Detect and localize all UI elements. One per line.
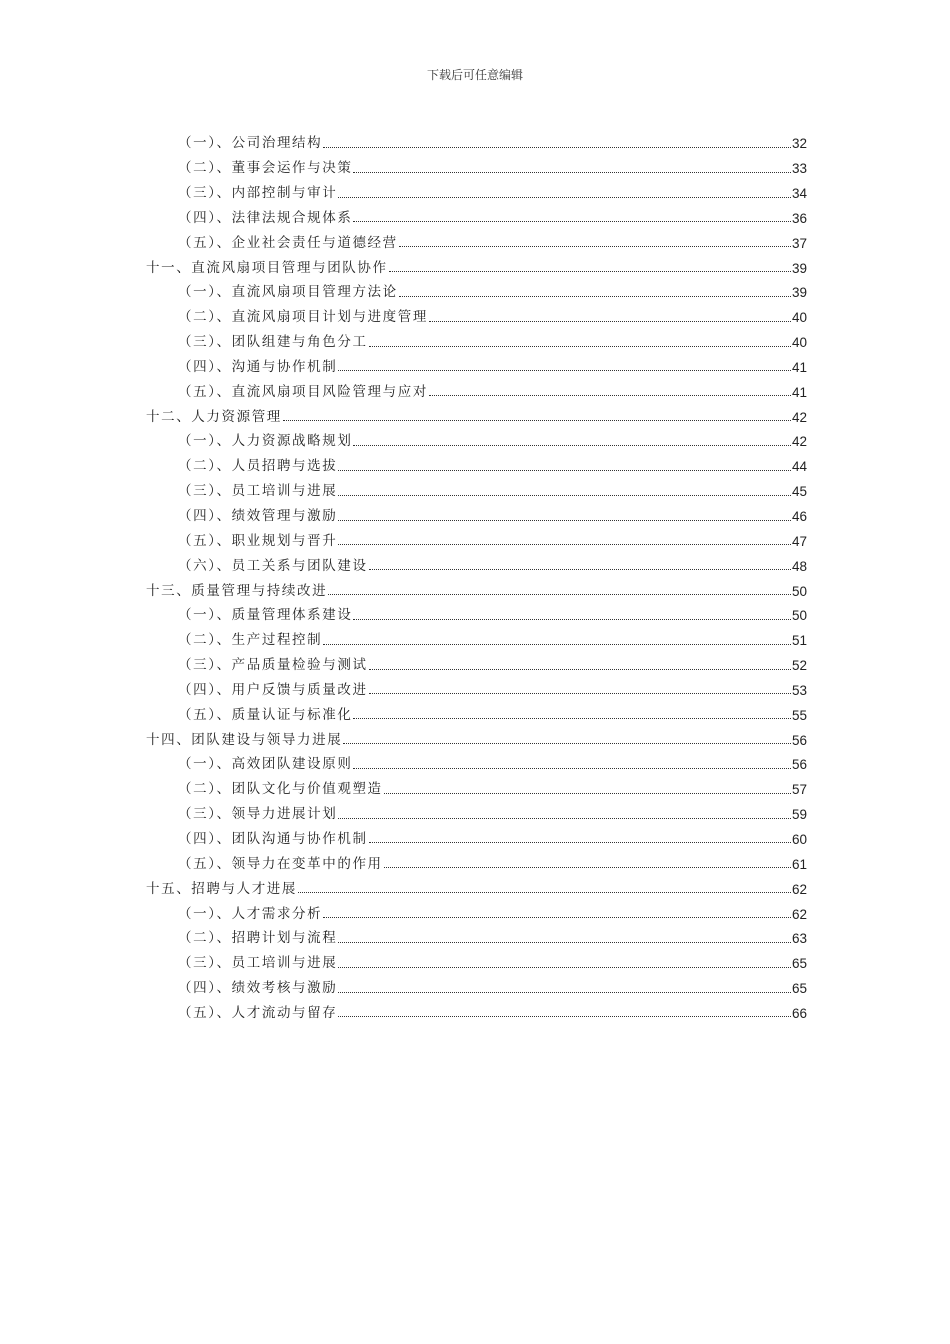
toc-page-number: 50 <box>791 608 807 624</box>
toc-page-number: 62 <box>791 906 807 922</box>
toc-chapter-entry[interactable] <box>146 722 807 747</box>
toc-page-number: 55 <box>791 707 807 723</box>
toc-section-entry[interactable] <box>146 996 807 1021</box>
toc-section-entry[interactable] <box>146 697 807 722</box>
toc-page-number: 62 <box>791 881 807 897</box>
toc-dot-leader <box>353 172 791 173</box>
toc-page-number: 61 <box>791 856 807 872</box>
toc-entry-title: （四）、用户反馈与质量改进 <box>178 681 368 698</box>
toc-page-number: 41 <box>791 359 807 375</box>
toc-dot-leader <box>369 569 791 570</box>
toc-page-number: 48 <box>791 558 807 574</box>
toc-section-entry[interactable] <box>146 176 807 201</box>
toc-entry-title: （一）、直流风扇项目管理方法论 <box>178 284 398 301</box>
toc-dot-leader <box>343 743 791 744</box>
toc-entry-title: （五）、领导力在变革中的作用 <box>178 855 383 872</box>
toc-page-number: 47 <box>791 533 807 549</box>
toc-entry-title: （一）、人力资源战略规划 <box>178 433 353 450</box>
toc-dot-leader <box>338 370 791 371</box>
toc-page-number: 37 <box>791 235 807 251</box>
toc-section-entry[interactable] <box>146 126 807 151</box>
toc-dot-leader <box>338 942 791 943</box>
toc-entry-title: （三）、员工培训与进展 <box>178 483 338 500</box>
toc-dot-leader <box>429 395 791 396</box>
toc-entry-title: （六）、员工关系与团队建设 <box>178 557 368 574</box>
toc-section-entry[interactable] <box>146 946 807 971</box>
toc-page-number: 66 <box>791 1005 807 1021</box>
toc-entry-title: 十三、质量管理与持续改进 <box>146 582 328 599</box>
toc-entry-title: （二）、人员招聘与选拔 <box>178 458 338 475</box>
toc-entry-title: 十五、招聘与人才进展 <box>146 880 297 897</box>
toc-page-number: 53 <box>791 682 807 698</box>
toc-page-number: 36 <box>791 210 807 226</box>
toc-dot-leader <box>283 420 791 421</box>
toc-entry-title: （四）、绩效考核与激励 <box>178 980 338 997</box>
toc-entry-title: （四）、绩效管理与激励 <box>178 508 338 524</box>
toc-page-number: 52 <box>791 658 807 674</box>
table-of-contents <box>146 126 807 1020</box>
toc-section-entry[interactable] <box>146 325 807 350</box>
toc-dot-leader <box>384 867 791 868</box>
toc-dot-leader <box>399 296 791 297</box>
toc-entry-title: （二）、生产过程控制 <box>178 632 323 649</box>
toc-dot-leader <box>298 892 791 893</box>
toc-section-entry[interactable] <box>146 896 807 921</box>
toc-chapter-entry[interactable] <box>146 250 807 275</box>
toc-dot-leader <box>369 346 791 347</box>
toc-section-entry[interactable] <box>146 673 807 698</box>
toc-dot-leader <box>353 619 791 620</box>
toc-dot-leader <box>338 470 791 471</box>
toc-dot-leader <box>353 718 791 719</box>
toc-dot-leader <box>369 669 791 670</box>
toc-entry-title: （四）、沟通与协作机制 <box>178 358 338 375</box>
toc-dot-leader <box>328 594 791 595</box>
toc-dot-leader <box>369 842 791 843</box>
toc-section-entry[interactable] <box>146 822 807 847</box>
toc-entry-title: （一）、人才需求分析 <box>178 905 323 922</box>
toc-entry-title: （五）、人才流动与留存 <box>178 1004 338 1021</box>
toc-dot-leader <box>338 967 791 968</box>
toc-entry-title: 十四、团队建设与领导力进展 <box>146 731 343 748</box>
toc-entry-title: （二）、直流风扇项目计划与进度管理 <box>178 309 428 326</box>
toc-page-number: 56 <box>791 732 807 748</box>
toc-chapter-entry[interactable] <box>146 871 807 896</box>
toc-page-number: 56 <box>791 757 807 773</box>
toc-dot-leader <box>323 917 791 918</box>
toc-entry-title: （三）、内部控制与审计 <box>178 185 338 202</box>
toc-section-entry[interactable] <box>146 921 807 946</box>
toc-section-entry[interactable] <box>146 772 807 797</box>
toc-section-entry[interactable] <box>146 300 807 325</box>
toc-dot-leader <box>338 520 791 521</box>
toc-dot-leader <box>323 147 791 148</box>
toc-chapter-entry[interactable] <box>146 573 807 598</box>
toc-page-number: 51 <box>791 633 807 649</box>
toc-page-number: 41 <box>791 384 807 400</box>
toc-entry-title: （五）、直流风扇项目风险管理与应对 <box>178 383 428 400</box>
toc-section-entry[interactable] <box>146 747 807 772</box>
toc-section-entry[interactable] <box>146 424 807 449</box>
toc-page-number: 40 <box>791 335 807 351</box>
toc-entry-title: （二）、招聘计划与流程 <box>178 930 338 947</box>
toc-entry-title: （二）、团队文化与价值观塑造 <box>178 781 383 798</box>
toc-entry-title: （三）、团队组建与角色分工 <box>178 334 368 351</box>
toc-page-number: 42 <box>791 409 807 425</box>
toc-page-number: 45 <box>791 484 807 500</box>
toc-entry-title: （一）、高效团队建设原则 <box>178 756 353 773</box>
toc-entry-title: （三）、员工培训与进展 <box>178 955 338 972</box>
toc-chapter-entry[interactable] <box>146 399 807 424</box>
toc-page-number: 39 <box>791 285 807 301</box>
toc-section-entry[interactable] <box>146 971 807 996</box>
toc-dot-leader <box>338 495 791 496</box>
toc-dot-leader <box>389 271 791 272</box>
toc-page-number: 50 <box>791 583 807 599</box>
toc-page-number: 40 <box>791 310 807 326</box>
toc-dot-leader <box>338 818 791 819</box>
toc-section-entry[interactable] <box>146 524 807 549</box>
toc-section-entry[interactable] <box>146 474 807 499</box>
toc-section-entry[interactable] <box>146 499 807 524</box>
toc-section-entry[interactable] <box>146 275 807 300</box>
toc-section-entry[interactable] <box>146 598 807 623</box>
toc-page-number: 33 <box>791 161 807 177</box>
toc-page-number: 46 <box>791 509 807 524</box>
toc-page-number: 42 <box>791 434 807 450</box>
toc-entry-title: （四）、团队沟通与协作机制 <box>178 830 368 847</box>
toc-page-number: 65 <box>791 956 807 972</box>
toc-dot-leader <box>399 246 791 247</box>
toc-page-number: 34 <box>791 186 807 202</box>
toc-entry-title: （一）、质量管理体系建设 <box>178 607 353 624</box>
toc-entry-title: 十一、直流风扇项目管理与团队协作 <box>146 259 388 276</box>
toc-section-entry[interactable] <box>146 350 807 375</box>
toc-page-number: 57 <box>791 782 807 798</box>
toc-section-entry[interactable] <box>146 151 807 176</box>
toc-entry-title: （三）、领导力进展计划 <box>178 806 338 823</box>
toc-section-entry[interactable] <box>146 623 807 648</box>
toc-page-number: 59 <box>791 807 807 823</box>
toc-section-entry[interactable] <box>146 797 807 822</box>
toc-dot-leader <box>353 768 791 769</box>
toc-dot-leader <box>429 321 791 322</box>
toc-dot-leader <box>369 693 791 694</box>
toc-dot-leader <box>384 793 791 794</box>
toc-dot-leader <box>353 221 791 222</box>
toc-page-number: 44 <box>791 459 807 475</box>
toc-entry-title: （五）、质量认证与标准化 <box>178 706 353 723</box>
toc-entry-title: （五）、企业社会责任与道德经营 <box>178 234 398 251</box>
toc-entry-title: （二）、董事会运作与决策 <box>178 160 353 177</box>
toc-dot-leader <box>338 197 791 198</box>
toc-page-number: 65 <box>791 981 807 997</box>
toc-section-entry[interactable] <box>146 225 807 250</box>
toc-section-entry[interactable] <box>146 548 807 573</box>
toc-entry-title: （一）、公司治理结构 <box>178 135 323 152</box>
toc-page-number: 60 <box>791 831 807 847</box>
page-header: 下载后可任意编辑 <box>426 68 523 82</box>
toc-dot-leader <box>323 644 791 645</box>
toc-dot-leader <box>353 445 791 446</box>
toc-dot-leader <box>338 1016 791 1017</box>
toc-dot-leader <box>338 544 791 545</box>
toc-section-entry[interactable] <box>146 374 807 399</box>
toc-entry-title: （三）、产品质量检验与测试 <box>178 657 368 674</box>
toc-entry-title: （五）、职业规划与晋升 <box>178 532 338 549</box>
toc-section-entry[interactable] <box>146 648 807 673</box>
toc-section-entry[interactable] <box>146 846 807 871</box>
toc-section-entry[interactable] <box>146 201 807 226</box>
toc-page-number: 39 <box>791 260 807 276</box>
toc-entry-title: （四）、法律法规合规体系 <box>178 209 353 226</box>
toc-dot-leader <box>338 992 791 993</box>
toc-section-entry[interactable] <box>146 449 807 474</box>
toc-entry-title: 十二、人力资源管理 <box>146 408 282 425</box>
toc-page-number: 63 <box>791 931 807 947</box>
toc-page-number: 32 <box>791 136 807 152</box>
